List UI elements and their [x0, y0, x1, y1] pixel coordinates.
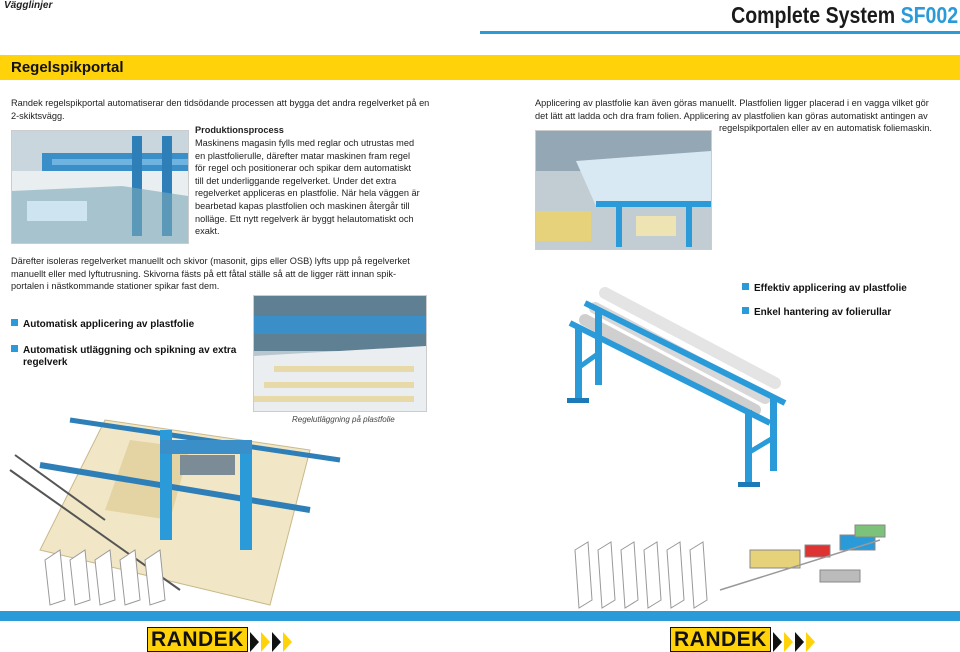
band-title: Regelspikportal [11, 59, 124, 76]
foil-cradle-illustration [555, 288, 805, 488]
page-title [731, 2, 958, 29]
process-line: bearbetad kapas plastfolien och maskinen återgår till [195, 200, 410, 211]
paragraph-2 [11, 255, 451, 293]
foil-photo-graphic [536, 131, 711, 249]
title-prefix: Complete System [730, 2, 901, 28]
randek-logo-left [147, 630, 292, 652]
bullet-square [11, 345, 18, 352]
bullet-text: Enkel hantering av folierullar [754, 307, 892, 318]
process-line: regelverket appliceras en plastfolie. När hela väggen är [195, 188, 420, 199]
bullet-item [11, 319, 194, 331]
process-line: för regel och positionerar och spikar dem automatiskt [195, 163, 412, 174]
production-line-illustration [570, 520, 890, 608]
logo-chevron-icon [283, 632, 292, 652]
para2-line: Därefter isoleras regelverket manuellt och skivor (masonit, gips eller OSB) lyfts upp på regelverket [11, 256, 410, 266]
logo-chevron-icon [806, 632, 815, 652]
logo-chevron-icon [773, 632, 782, 652]
bullet-text: Automatisk utläggning och spikning av extra [23, 345, 237, 356]
logo-wordmark: RANDEK [147, 627, 248, 652]
portal-machine-illustration [10, 400, 450, 605]
process-line: nolläge. Ett nytt regelverk är byggt helautomatiskt och [195, 213, 414, 224]
title-rule [480, 31, 960, 34]
right-line: Applicering av plastfolie kan även göras manuellt. Plastfolien ligger placerad i en vagga vilket gör [535, 98, 929, 108]
logo-chevron-icon [784, 632, 793, 652]
section-label: Vägglinjer [4, 0, 53, 11]
logo-chevron-icon [261, 632, 270, 652]
process-line: till det underliggande regelverket. Under det extra [195, 175, 397, 186]
randek-logo-right [670, 630, 815, 652]
logo-chevron-icon [272, 632, 281, 652]
portal-photo-graphic [12, 131, 188, 243]
intro-text: Randek regelspikportal automatiserar den tidsödande processen att bygga det andra regelverket på en 2-skiktsvägg. [11, 98, 430, 121]
section-band [0, 55, 960, 80]
bullet-square [11, 319, 18, 326]
portal-photo [11, 130, 189, 244]
laying-photo-graphic [254, 296, 426, 411]
para2-line: manuellt eller med lyftutrusning. Skivorna fästs på ett fåtal ställe så att de ligger rätt innan spik- [11, 268, 397, 279]
laying-photo [253, 295, 427, 412]
para2-line: portalen i nästkommande stationer spikar fast dem. [11, 281, 220, 292]
process-line: en plastfolierulle, därefter matar maskinen fram regel [195, 150, 410, 161]
logo-chevron-icon [250, 632, 259, 652]
process-heading: Produktionsprocess [195, 125, 284, 135]
right-line: regelspikportalen eller av en automatisk foliemaskin. [719, 123, 932, 134]
foil-photo [535, 130, 712, 250]
process-line: exakt. [195, 226, 220, 237]
right-line: det lätt att ladda och dra fram folien. Applicering av plastfolien kan göras automatiskt antingen av [535, 110, 928, 121]
process-text [195, 137, 445, 238]
footer-rule [0, 611, 960, 621]
photo-caption: Regelutläggning på plastfolie [292, 415, 395, 424]
bullet-text: Effektiv applicering av plastfolie [754, 283, 907, 294]
bullet-text: Automatisk applicering av plastfolie [23, 319, 195, 330]
logo-chevron-icon [795, 632, 804, 652]
logo-wordmark: RANDEK [670, 627, 771, 652]
process-line: Maskinens magasin fylls med reglar och utrustas med [195, 138, 415, 148]
title-accent: SF002 [900, 2, 958, 28]
bullet-continuation: regelverk [23, 357, 68, 368]
bullet-item [11, 345, 236, 357]
